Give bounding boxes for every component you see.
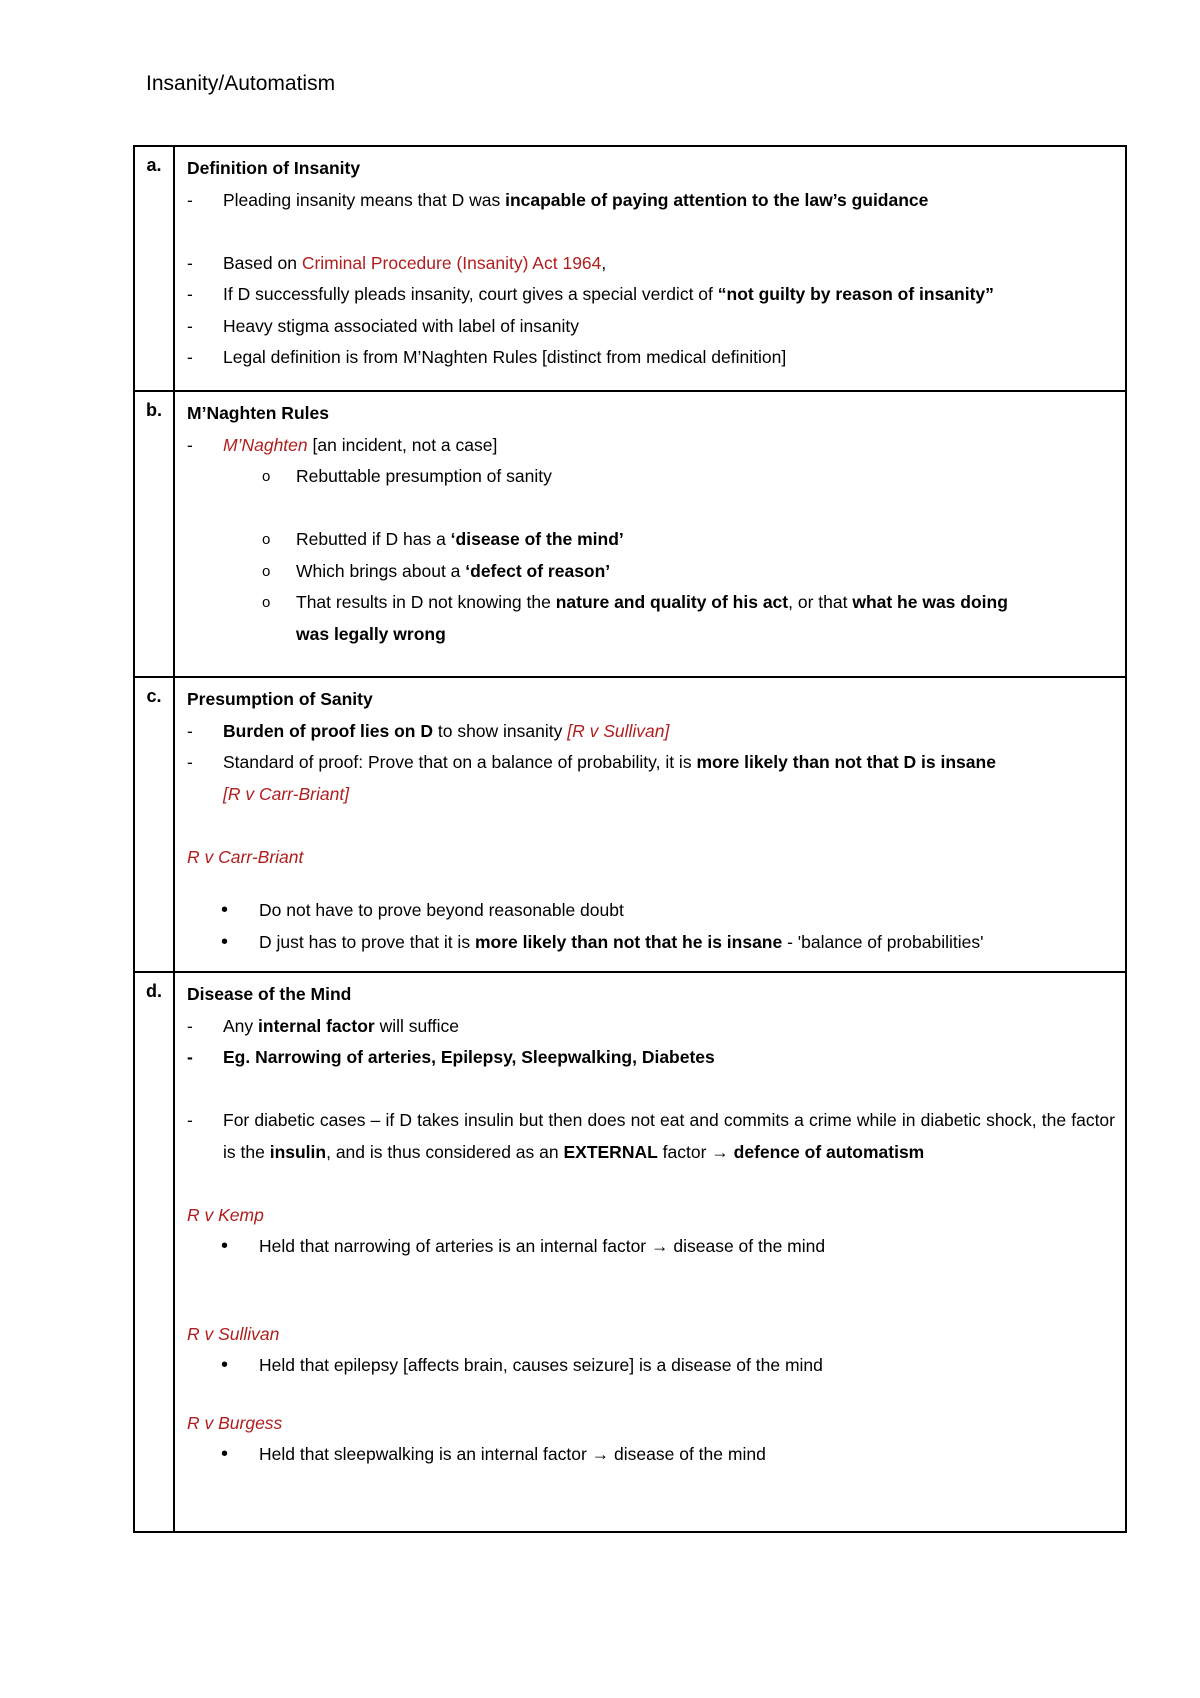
case-reference: M’Naghten: [223, 434, 308, 455]
bullet-item: • Held that epilepsy [affects brain, causes seizure] is a disease of the mind: [187, 1350, 1115, 1382]
bullet-item: • Held that sleepwalking is an internal factor → disease of the mind: [187, 1439, 1115, 1471]
bullet-item: • Do not have to prove beyond reasonable doubt: [187, 895, 1115, 927]
sub-list-item: o Rebuttable presumption of sanity: [187, 461, 1115, 493]
row-content-d: [174, 972, 1126, 1532]
list-item: - Based on Criminal Procedure (Insanity) Act 1964,: [187, 248, 1115, 280]
list-item-continuation: [187, 779, 1115, 811]
sub-list-item: o That results in D not knowing the nature and quality of his act, or that what he was doing: [187, 587, 1115, 619]
list-item: - Any internal factor will suffice: [187, 1011, 1115, 1043]
case-reference: [R v Sullivan]: [567, 720, 670, 741]
case-heading: R v Sullivan: [187, 1323, 280, 1344]
bullet-item: • D just has to prove that it is more likely than not that he is insane - 'balance of probabilities': [187, 927, 1115, 959]
table-row: [134, 972, 1126, 1532]
table-row: [134, 146, 1126, 391]
section-heading: Definition of Insanity: [187, 158, 361, 178]
row-label-c: c.: [134, 677, 174, 972]
section-heading: M’Naghten Rules: [187, 403, 329, 423]
list-item: - For diabetic cases – if D takes insulin but then does not eat and commits a crime while in diabetic shock, the factor is the insulin, and is thus considered as an EXTERNAL factor → defence of automatism: [187, 1105, 1115, 1168]
list-item: - Pleading insanity means that D was incapable of paying attention to the law’s guidance: [187, 185, 1115, 217]
row-label-d: d.: [134, 972, 174, 1532]
row-label-b: b.: [134, 391, 174, 677]
case-heading: R v Carr-Briant: [187, 846, 304, 867]
table-row: [134, 677, 1126, 972]
row-content-a: [174, 146, 1126, 391]
list-item: - M’Naghten [an incident, not a case]: [187, 430, 1115, 462]
table-row: [134, 391, 1126, 677]
statute-reference: Criminal Procedure (Insanity) Act 1964: [301, 252, 602, 273]
sub-list-item: o Rebutted if D has a ‘disease of the mind’: [187, 524, 1115, 556]
list-item: - Legal definition is from M’Naghten Rules [distinct from medical definition]: [187, 342, 1115, 374]
section-heading: Disease of the Mind: [187, 984, 352, 1004]
case-heading: R v Kemp: [187, 1204, 264, 1225]
document-title: Insanity/Automatism: [146, 72, 336, 95]
sub-list-item-continuation: was legally wrong: [296, 623, 446, 644]
list-item: - Burden of proof lies on D to show insanity [R v Sullivan]: [187, 716, 1115, 748]
section-heading: Presumption of Sanity: [187, 689, 373, 709]
list-item: - Heavy stigma associated with label of insanity: [187, 311, 1115, 343]
list-item: - If D successfully pleads insanity, court gives a special verdict of “not guilty by reason of insanity”: [187, 279, 1115, 311]
row-label-a: a.: [134, 146, 174, 391]
case-heading: R v Burgess: [187, 1412, 283, 1433]
case-reference: [R v Carr-Briant]: [223, 783, 350, 804]
list-item: - Standard of proof: Prove that on a balance of probability, it is more likely than not that D is insane: [187, 747, 1115, 779]
notes-table: [133, 145, 1127, 1533]
row-content-c: [174, 677, 1126, 972]
row-content-b: [174, 391, 1126, 677]
bullet-item: • Held that narrowing of arteries is an internal factor → disease of the mind: [187, 1231, 1115, 1263]
sub-list-item: o Which brings about a ‘defect of reason’: [187, 556, 1115, 588]
list-item: - Eg. Narrowing of arteries, Epilepsy, Sleepwalking, Diabetes: [187, 1042, 1115, 1074]
